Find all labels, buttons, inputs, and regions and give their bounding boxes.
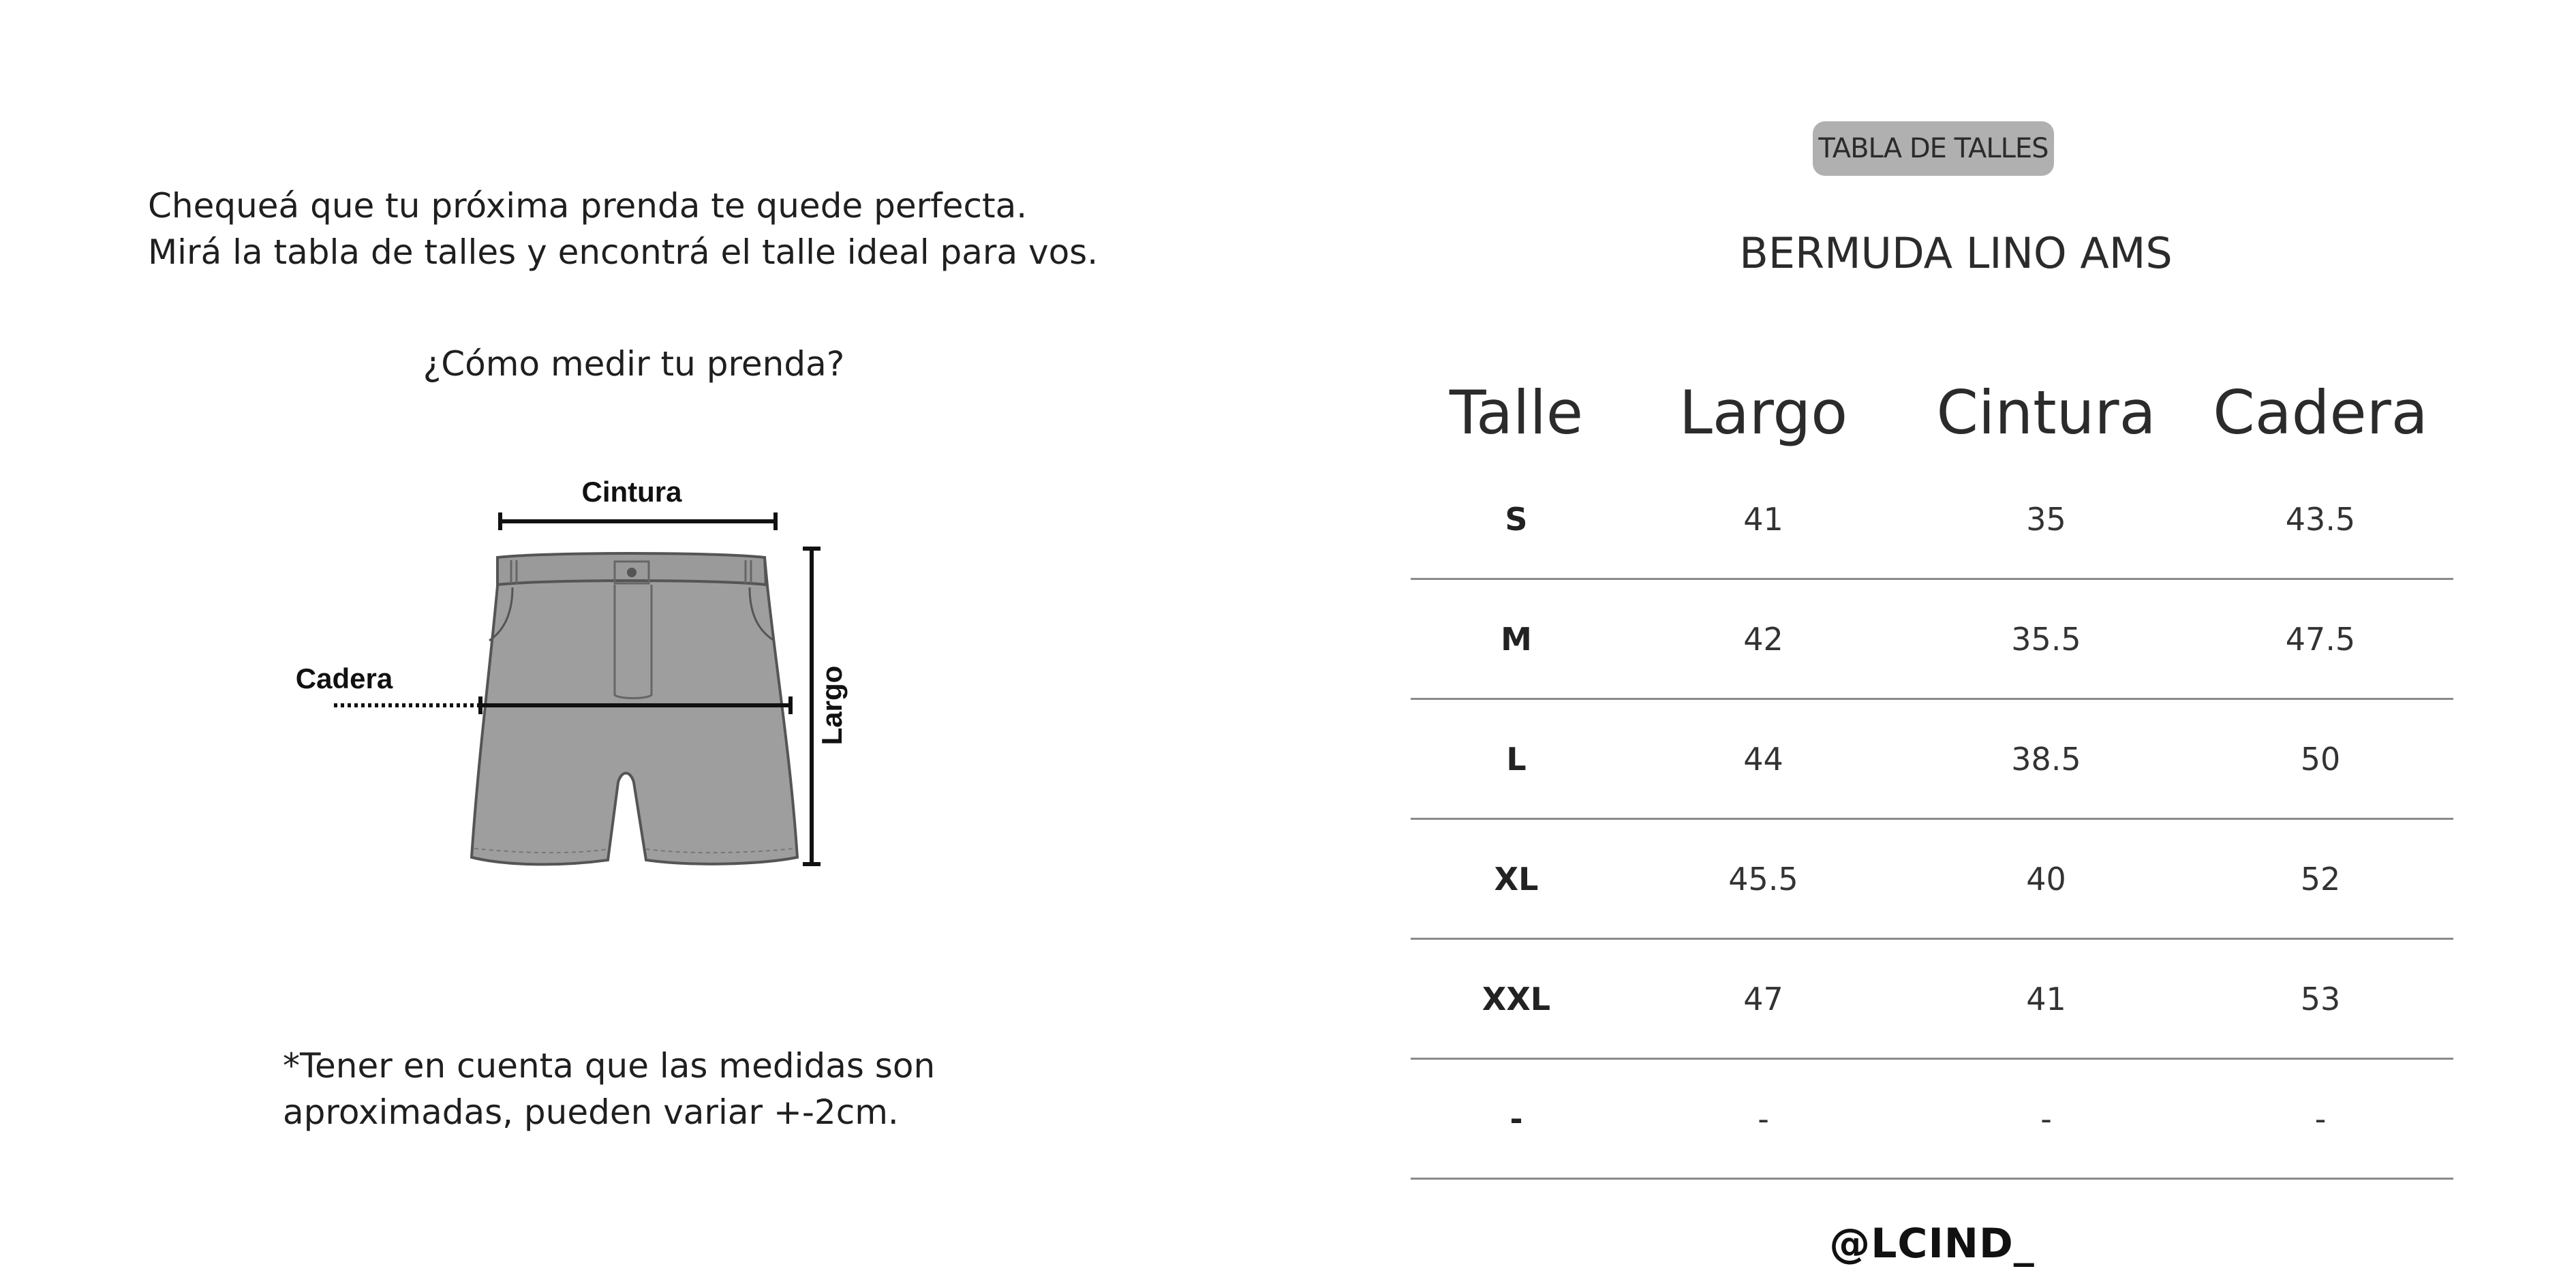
length-label: Largo: [816, 665, 848, 746]
table-header: [1411, 365, 2453, 460]
cell-waist: -: [2040, 1100, 2052, 1137]
table-row: [1411, 580, 2453, 700]
cell-length: 41: [1743, 500, 1783, 538]
cell-waist: 38.5: [2011, 740, 2081, 778]
cell-hip: 50: [2300, 740, 2341, 778]
waist-measure-line: [500, 512, 776, 530]
cell-waist: 40: [2026, 860, 2066, 898]
header-size: Talle: [1449, 377, 1584, 448]
cell-size: -: [1509, 1100, 1523, 1137]
header-hip: Cadera: [2213, 377, 2428, 448]
size-chart-badge: TABLA DE TALLES: [1813, 121, 2054, 176]
cell-length: 47: [1743, 980, 1783, 1017]
cell-length: 42: [1743, 620, 1783, 658]
size-table: [1411, 365, 2453, 1180]
waist-label: Cintura: [581, 476, 682, 508]
header-waist: Cintura: [1936, 377, 2156, 448]
note-line-2: aproximadas, pueden variar +-2cm.: [283, 1092, 899, 1132]
table-row: [1411, 820, 2453, 940]
cell-size: XL: [1494, 860, 1539, 898]
intro-line-1: Chequeá que tu próxima prenda te quede perfecta.: [148, 186, 1028, 226]
cell-size: L: [1506, 740, 1527, 778]
cell-hip: 53: [2300, 980, 2341, 1017]
table-row: [1411, 700, 2453, 820]
brand-handle: @LCIND_: [1829, 1220, 2035, 1268]
intro-text: [148, 183, 1098, 275]
cell-size: XXL: [1482, 980, 1551, 1017]
cell-size: S: [1505, 500, 1528, 538]
cell-waist: 35.5: [2011, 620, 2081, 658]
table-row: [1411, 1060, 2453, 1180]
note-line-1: *Tener en cuenta que las medidas son: [283, 1046, 936, 1086]
header-length: Largo: [1678, 377, 1848, 448]
shorts-measurement-diagram: [273, 470, 886, 879]
product-title: BERMUDA LINO AMS: [1739, 228, 2173, 278]
cell-hip: 52: [2300, 860, 2341, 898]
shorts-icon: [472, 553, 797, 864]
cell-length: 44: [1743, 740, 1783, 778]
cell-size: M: [1501, 620, 1532, 658]
cell-waist: 41: [2026, 980, 2066, 1017]
cell-hip: 43.5: [2285, 500, 2356, 538]
table-row: [1411, 940, 2453, 1060]
hip-label: Cadera: [295, 662, 393, 694]
cell-hip: 47.5: [2285, 620, 2356, 658]
cell-length: 45.5: [1728, 860, 1798, 898]
button-icon: [627, 568, 637, 577]
intro-line-2: Mirá la tabla de talles y encontrá el talle ideal para vos.: [148, 232, 1099, 272]
measurement-disclaimer: [283, 1043, 935, 1135]
cell-waist: 35: [2026, 500, 2066, 538]
table-row: [1411, 460, 2453, 580]
how-to-measure-heading: ¿Cómo medir tu prenda?: [423, 344, 845, 384]
cell-hip: -: [2314, 1100, 2327, 1137]
cell-length: -: [1758, 1100, 1769, 1137]
